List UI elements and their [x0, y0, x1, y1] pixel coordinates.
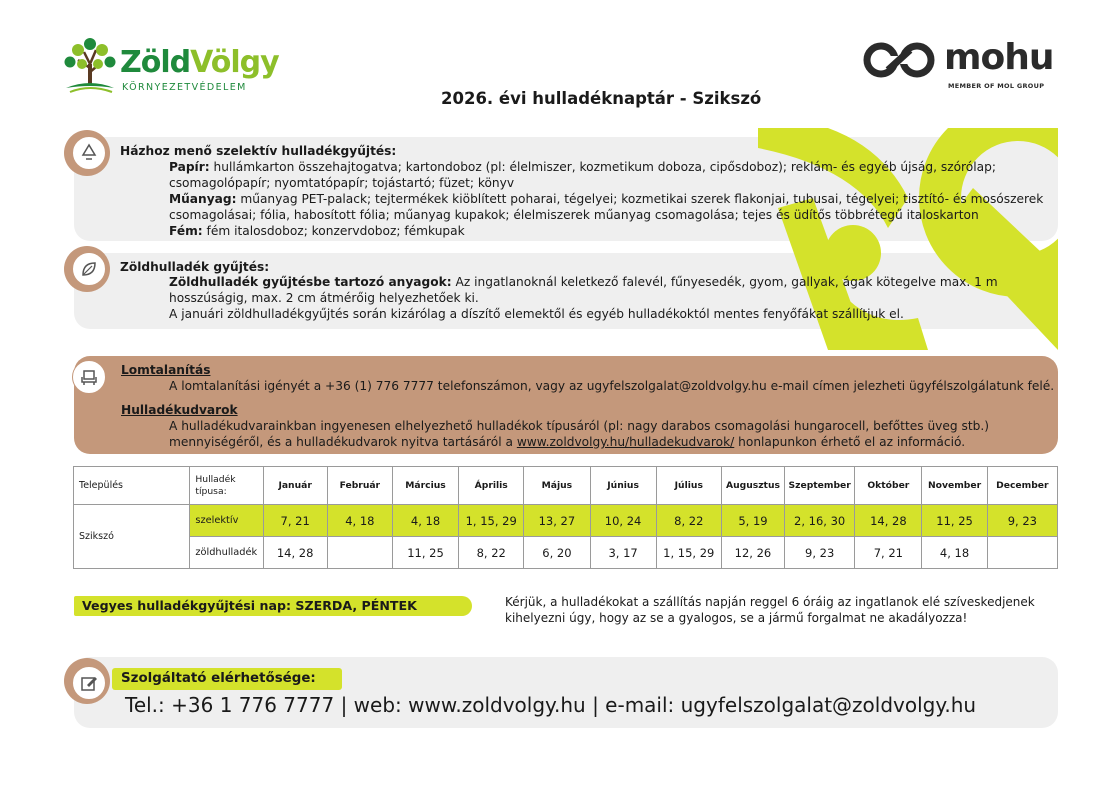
yards-text-2-post: honlapunkon érhető el az információ. [734, 435, 966, 449]
yards-heading: Hulladékudvarok [121, 403, 238, 417]
table-row-selective [74, 505, 1058, 537]
plastic-line-2: csomagolásai; fólia, habosított fólia; műanyag kupakok; élelmiszerek műanyag csomagolása; tejes és üdítős többrétegű italoskarton [169, 208, 979, 222]
edit-note-icon [72, 666, 106, 700]
contact-line: Tel.: +36 1 776 7777 | web: www.zoldvolgy.hu | e-mail: ugyfelszolgalat@zoldvolgy.hu [125, 693, 977, 717]
date-cell: 10, 24 [590, 505, 656, 537]
green-materials-text-1: Az ingatlanoknál keletkező falevél, fűnyesedék, gyom, gallyak, ágak kötegelve max. 1 m [451, 275, 998, 289]
table-header-row [74, 467, 1058, 505]
row-type-selective: szelektív [190, 505, 263, 537]
date-cell: 4, 18 [327, 505, 392, 537]
header-month: December [987, 467, 1057, 505]
brand-name [120, 45, 279, 80]
plastic-label: Műanyag: [169, 192, 237, 206]
header-waste-type-2: típusa: [195, 485, 227, 497]
header-month: Augusztus [721, 467, 784, 505]
mixed-waste-note [505, 594, 1035, 626]
leaf-icon [72, 252, 106, 286]
metal-line [169, 223, 465, 239]
yards-link[interactable]: www.zoldvolgy.hu/hulladekudvarok/ [516, 435, 735, 449]
green-line-1 [169, 274, 998, 290]
mohu-tagline: MEMBER OF MOL GROUP [948, 82, 1045, 90]
date-cell: 8, 22 [656, 505, 721, 537]
contact-label: Szolgáltató elérhetősége: [112, 668, 342, 690]
date-cell: 7, 21 [263, 505, 327, 537]
date-cell: 9, 23 [987, 505, 1057, 537]
date-cell: 3, 17 [590, 537, 656, 569]
header-month: Január [263, 467, 327, 505]
header-waste-type-1: Hulladék [195, 473, 236, 485]
date-cell: 9, 23 [785, 537, 855, 569]
green-materials-label: Zöldhulladék gyűjtésbe tartozó anyagok: [169, 275, 452, 289]
metal-label: Fém: [169, 224, 203, 238]
date-cell: 14, 28 [855, 505, 922, 537]
note-line-1: Kérjük, a hulladékokat a szállítás napján reggel 6 óráig az ingatlanok elé szíveskedjenek [505, 595, 1035, 609]
paper-label: Papír: [169, 160, 210, 174]
paper-line-2: csomagolópapír; nyomtatópapír; tojástartó; füzet; könyv [169, 176, 515, 190]
settlement-cell: Szikszó [74, 505, 190, 569]
header-month: Október [855, 467, 922, 505]
header-month: Április [459, 467, 524, 505]
yards-text-2 [169, 434, 965, 450]
bulky-text: A lomtalanítási igényét a +36 (1) 776 7777 telefonszámon, vagy az ugyfelszolgalat@zoldvolgy.hu e-mail címen jelezheti ügyfélszolgálatunk felé. [169, 379, 1055, 393]
paper-line-1 [169, 159, 996, 175]
date-cell: 12, 26 [721, 537, 784, 569]
header-month: Március [392, 467, 458, 505]
date-cell: 1, 15, 29 [459, 505, 524, 537]
recycle-icon [72, 136, 106, 170]
zoldvolgy-logo [62, 34, 312, 98]
date-cell: 14, 28 [263, 537, 327, 569]
metal-text: fém italosdoboz; konzervdoboz; fémkupak [202, 224, 465, 238]
paper-text-1: hullámkarton összehajtogatva; kartondoboz (pl: élelmiszer, kozmetikum doboza, cipősdoboz); reklám- és egyéb újság, szórólap; [209, 160, 996, 174]
header-month: Február [327, 467, 392, 505]
calendar-table [73, 466, 1058, 569]
mixed-waste-day: Vegyes hulladékgyűjtési nap: SZERDA, PÉNTEK [74, 596, 472, 616]
date-cell: 4, 18 [392, 505, 458, 537]
brand-subtitle: KÖRNYEZETVÉDELEM [122, 82, 247, 93]
mohu-wordmark: mohu [944, 37, 1054, 78]
plastic-text-1: műanyag PET-palack; tejtermékek kiöblített poharai, tégelyei; kozmetikai szerek flakonjai, tubusai, tégelyei; tisztító- és mosószerek [236, 192, 1044, 206]
tree-icon [62, 34, 118, 96]
header-month: Július [656, 467, 721, 505]
selective-heading: Házhoz menő szelektív hulladékgyűjtés: [120, 144, 397, 158]
brand-name-main: Zöld [120, 45, 191, 80]
date-cell [327, 537, 392, 569]
date-cell: 8, 22 [459, 537, 524, 569]
date-cell: 4, 18 [922, 537, 987, 569]
date-cell [987, 537, 1057, 569]
green-line-2: hosszúságig, max. 2 cm átmérőig helyezhetőek ki. [169, 291, 479, 305]
mohu-logo [862, 37, 1054, 94]
date-cell: 6, 20 [524, 537, 590, 569]
date-cell: 1, 15, 29 [656, 537, 721, 569]
mohu-infinity-icon [862, 40, 938, 80]
page-title: 2026. évi hulladéknaptár - Szikszó [441, 89, 762, 108]
note-line-2: kihelyezni úgy, hogy az se a gyalogos, se a jármű forgalmat ne akadályozza! [505, 611, 968, 625]
plastic-line-1 [169, 191, 1043, 207]
yards-text-1: A hulladékudvarainkban ingyenesen elhelyezhető hulladékok típusáról (pl: nagy darabos csomagolási hungarocell, befőttes üveg stb.) [169, 419, 989, 433]
header-month: Május [524, 467, 590, 505]
header-settlement: Település [74, 467, 190, 505]
date-cell: 5, 19 [721, 505, 784, 537]
yards-text-2-pre: mennyiségéről, és a hulladékudvarok nyitva tartásáról a [169, 435, 517, 449]
table-row-green [74, 537, 1058, 569]
date-cell: 13, 27 [524, 505, 590, 537]
row-type-green: zöldhulladék [190, 537, 263, 569]
armchair-icon [72, 360, 106, 394]
header-month: Szeptember [785, 467, 855, 505]
date-cell: 11, 25 [392, 537, 458, 569]
green-january: A januári zöldhulladékgyűjtés során kizárólag a díszítő elemektől és egyéb hulladékoktól mentes fenyőfákat szállítjuk el. [169, 307, 904, 321]
header-month: November [922, 467, 987, 505]
header-waste-type [190, 467, 263, 505]
date-cell: 11, 25 [922, 505, 987, 537]
green-heading: Zöldhulladék gyűjtés: [120, 260, 270, 274]
brand-name-accent: Völgy [190, 45, 279, 80]
date-cell: 2, 16, 30 [785, 505, 855, 537]
bulky-heading: Lomtalanítás [121, 363, 211, 377]
date-cell: 7, 21 [855, 537, 922, 569]
header-month: Június [590, 467, 656, 505]
